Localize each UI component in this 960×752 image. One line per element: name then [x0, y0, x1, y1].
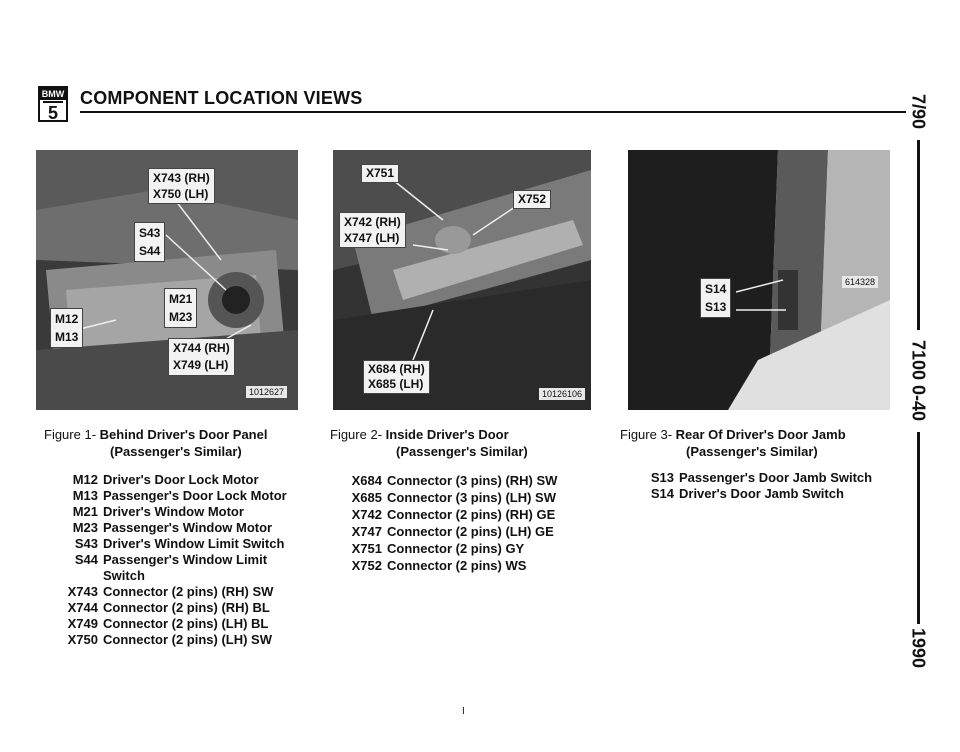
legend-row — [338, 506, 588, 523]
legend-row — [54, 536, 304, 552]
figure-3-caption — [620, 426, 846, 460]
callout-m23: M23 — [169, 310, 193, 324]
figure-3-label: Figure 3- — [620, 427, 673, 442]
legend-code: M13 — [72, 488, 98, 503]
side-date: 7/90 — [908, 94, 929, 130]
callout-s14-s13 — [700, 278, 731, 318]
figure-2-subtitle: (Passenger's Similar) — [396, 444, 528, 459]
legend-row — [630, 486, 890, 502]
legend-desc: Connector (2 pins) (LH) BL — [103, 616, 269, 631]
legend-row — [54, 616, 304, 632]
figure-3-title: Rear Of Driver's Door Jamb — [675, 427, 846, 442]
side-rule-1 — [917, 140, 920, 330]
legend-row — [630, 470, 890, 486]
legend-code: S14 — [650, 486, 674, 501]
logo-brand: BMW — [41, 89, 65, 99]
legend-desc: Connector (2 pins) (RH) SW — [103, 584, 274, 599]
legend-code: M21 — [72, 504, 98, 519]
legend-desc: Passenger's Window Motor — [103, 520, 273, 535]
callout-x742: X742 (RH) — [344, 215, 401, 229]
legend-row — [54, 472, 304, 488]
callout-m12: M12 — [55, 312, 79, 326]
legend-desc: Connector (2 pins) GY — [387, 541, 525, 556]
figure-2-caption — [330, 426, 528, 460]
callout-m21: M21 — [169, 292, 193, 306]
legend-desc: Connector (2 pins) WS — [387, 558, 527, 573]
legend-desc: Connector (2 pins) (LH) GE — [387, 524, 554, 539]
figure-3-legend — [630, 470, 890, 502]
legend-code: X750 — [67, 632, 98, 647]
legend-code: S43 — [74, 536, 98, 551]
side-code: 7100 0-40 — [908, 340, 929, 422]
figure-1-subtitle: (Passenger's Similar) — [110, 444, 242, 459]
figure-1-label: Figure 1- — [44, 427, 97, 442]
figure-2-title: Inside Driver's Door — [385, 427, 509, 442]
legend-desc: Connector (2 pins) (RH) BL — [103, 600, 270, 615]
legend-desc: Passenger's Door Jamb Switch — [679, 470, 873, 485]
legend-desc: Connector (2 pins) (LH) SW — [103, 632, 272, 647]
legend-row — [54, 520, 304, 536]
callout-x743-x750 — [148, 168, 215, 204]
side-year: 1990 — [908, 628, 929, 669]
legend-desc: Connector (2 pins) (RH) GE — [387, 507, 556, 522]
legend-code: M23 — [72, 520, 98, 535]
callout-x751: X751 — [361, 164, 399, 183]
logo-series: 5 — [43, 101, 63, 123]
legend-code: S44 — [74, 552, 98, 567]
legend-desc: Connector (3 pins) (LH) SW — [387, 490, 556, 505]
figure-2-label: Figure 2- — [330, 427, 383, 442]
photo-id-1: 1012627 — [246, 386, 287, 398]
figure-2-legend — [338, 472, 588, 574]
figure-3-subtitle: (Passenger's Similar) — [686, 444, 818, 459]
legend-row — [54, 600, 304, 616]
legend-row — [338, 540, 588, 557]
legend-code: X742 — [351, 507, 382, 522]
callout-x684-x685 — [363, 360, 430, 394]
title-divider — [80, 111, 906, 113]
callout-s43-s44 — [134, 222, 165, 262]
page-title: COMPONENT LOCATION VIEWS — [80, 88, 363, 108]
legend-desc: Passenger's Window Limit Switch — [103, 552, 268, 583]
legend-code: X685 — [351, 490, 382, 505]
legend-code: X749 — [67, 616, 98, 631]
callout-x684: X684 (RH) — [368, 362, 425, 376]
legend-code: X684 — [351, 473, 382, 488]
callout-m12-m13 — [50, 308, 83, 348]
legend-code: X751 — [351, 541, 382, 556]
legend-desc: Driver's Door Lock Motor — [103, 472, 259, 487]
legend-code: S13 — [650, 470, 674, 485]
callout-m13: M13 — [55, 330, 79, 344]
legend-row — [54, 552, 304, 584]
figure-3-photo — [628, 150, 890, 410]
figure-1-legend — [54, 472, 304, 648]
legend-row — [54, 584, 304, 600]
legend-desc: Driver's Door Jamb Switch — [679, 486, 844, 501]
legend-row — [338, 523, 588, 540]
legend-row — [338, 557, 588, 574]
legend-row — [338, 472, 588, 489]
legend-row — [54, 504, 304, 520]
callout-x744-x749 — [168, 338, 235, 376]
legend-code: M12 — [72, 472, 98, 487]
legend-desc: Driver's Window Motor — [103, 504, 244, 519]
figure-1-caption — [44, 426, 267, 460]
callout-x747: X747 (LH) — [344, 231, 400, 245]
side-rule-2 — [917, 432, 920, 624]
legend-desc: Connector (3 pins) (RH) SW — [387, 473, 558, 488]
legend-desc: Driver's Window Limit Switch — [103, 536, 285, 551]
callout-x749: X749 (LH) — [173, 358, 229, 372]
callout-x685: X685 (LH) — [368, 377, 424, 391]
legend-code: X752 — [351, 558, 382, 573]
legend-row — [54, 488, 304, 504]
legend-desc: Passenger's Door Lock Motor — [103, 488, 287, 503]
bmw-series-logo — [38, 86, 68, 122]
callout-s13: S13 — [705, 300, 727, 314]
figure-2-photo — [333, 150, 591, 410]
callout-x743: X743 (RH) — [153, 171, 210, 185]
legend-row — [338, 489, 588, 506]
legend-row — [54, 632, 304, 648]
callout-x744: X744 (RH) — [173, 341, 230, 355]
callout-x750: X750 (LH) — [153, 187, 209, 201]
figure-1-title: Behind Driver's Door Panel — [99, 427, 268, 442]
callout-s43: S43 — [139, 226, 161, 240]
photo-id-2: 10126106 — [539, 388, 585, 400]
footer-mark: I — [462, 706, 465, 717]
callout-s44: S44 — [139, 244, 161, 258]
figure-1-photo — [36, 150, 298, 410]
callout-m21-m23 — [164, 288, 197, 328]
photo-id-3: 614328 — [842, 276, 878, 288]
legend-code: X743 — [67, 584, 98, 599]
callout-x752: X752 — [513, 190, 551, 209]
legend-code: X747 — [351, 524, 382, 539]
legend-code: X744 — [67, 600, 98, 615]
callout-s14: S14 — [705, 282, 727, 296]
callout-x742-x747 — [339, 212, 406, 248]
